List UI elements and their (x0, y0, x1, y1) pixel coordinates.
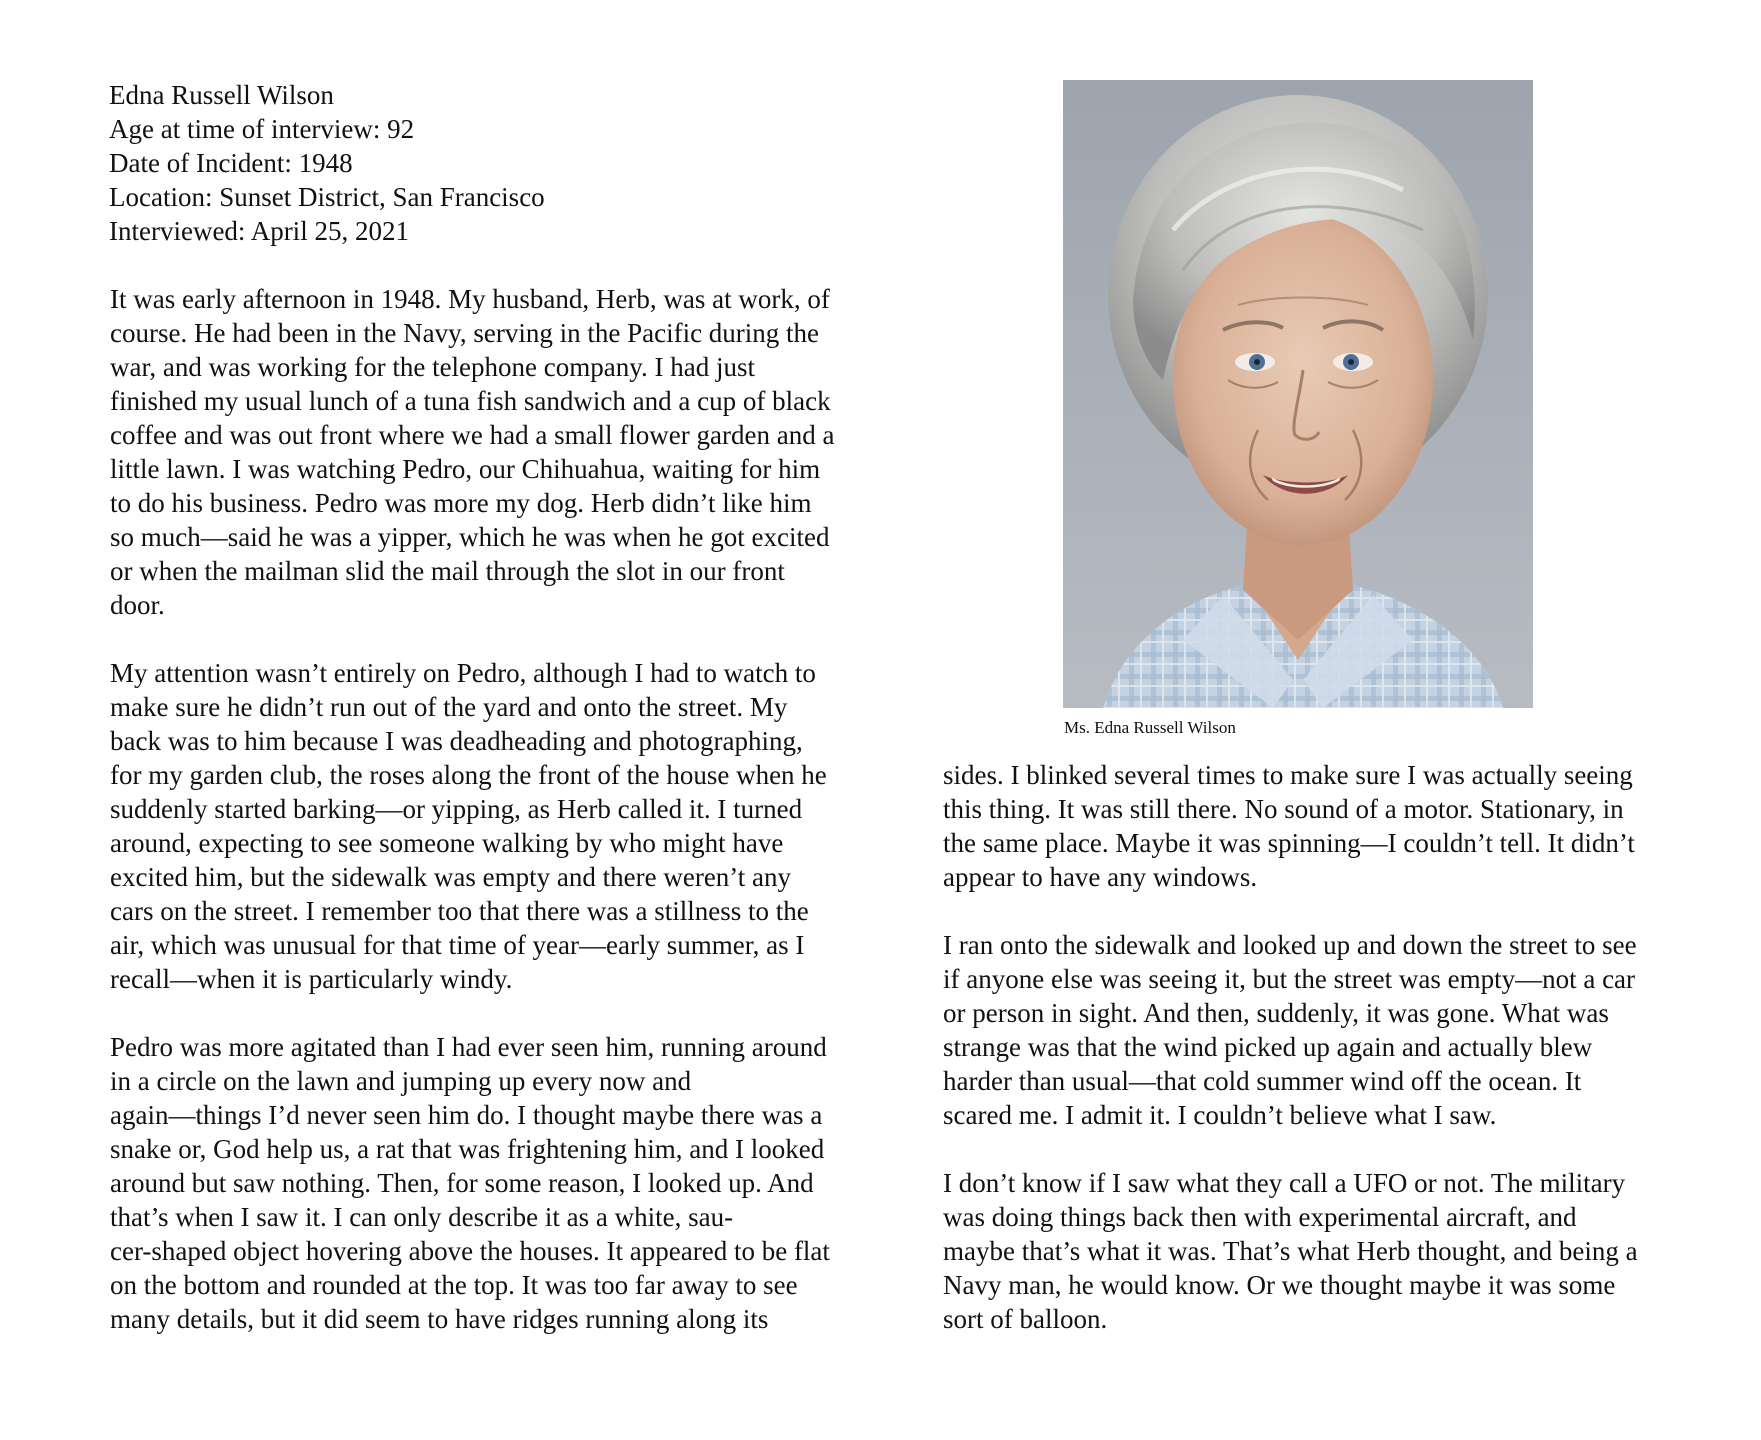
interview-date: Interviewed: April 25, 2021 (109, 216, 409, 246)
text-line: recall—when it is particularly windy. (110, 964, 513, 994)
interview-header (109, 78, 809, 248)
incident-date: Date of Incident: 1948 (109, 148, 353, 178)
text-line: around, expecting to see someone walking by who might have (110, 828, 784, 858)
text-line: cars on the street. I remember too that there was a stillness to the (110, 896, 809, 926)
portrait-photo (1063, 80, 1533, 708)
story-paragraph (943, 758, 1723, 894)
text-line: Pedro was more agitated than I had ever seen him, running around (110, 1032, 827, 1062)
text-line: It was early afternoon in 1948. My husband, Herb, was at work, of (110, 284, 830, 314)
text-line: this thing. It was still there. No sound of a motor. Stationary, in (943, 794, 1624, 824)
text-line: or when the mailman slid the mail through the slot in our front (110, 556, 785, 586)
text-line: snake or, God help us, a rat that was frightening him, and I looked (110, 1134, 825, 1164)
text-line: strange was that the wind picked up again and actually blew (943, 1032, 1593, 1062)
text-line: again—things I’d never seen him do. I thought maybe there was a (110, 1100, 823, 1130)
text-line: war, and was working for the telephone company. I had just (110, 352, 755, 382)
text-line: cer-shaped object hovering above the houses. It appeared to be flat (110, 1236, 830, 1266)
photo-caption: Ms. Edna Russell Wilson (1064, 718, 1236, 737)
story-paragraph (943, 928, 1723, 1132)
text-line: was doing things back then with experimental aircraft, and (943, 1202, 1577, 1232)
text-line: around but saw nothing. Then, for some reason, I looked up. And (110, 1168, 814, 1198)
text-line: sides. I blinked several times to make sure I was actually seeing (943, 760, 1633, 790)
text-line: My attention wasn’t entirely on Pedro, although I had to watch to (110, 658, 816, 688)
text-line: make sure he didn’t run out of the yard and onto the street. My (110, 692, 788, 722)
interviewee-age: Age at time of interview: 92 (109, 114, 415, 144)
text-line: if anyone else was seeing it, but the street was empty—not a car (943, 964, 1636, 994)
story-left-column (110, 282, 910, 1370)
story-paragraph (110, 282, 910, 622)
text-line: back was to him because I was deadheading and photographing, (110, 726, 803, 756)
story-right-column (943, 758, 1723, 1370)
text-line: to do his business. Pedro was more my dog. Herb didn’t like him (110, 488, 812, 518)
text-line: harder than usual—that cold summer wind off the ocean. It (943, 1066, 1582, 1096)
text-line: excited him, but the sidewalk was empty and there weren’t any (110, 862, 792, 892)
text-line: finished my usual lunch of a tuna fish sandwich and a cup of black (110, 386, 831, 416)
incident-location: Location: Sunset District, San Francisco (109, 182, 545, 212)
text-line: course. He had been in the Navy, serving in the Pacific during the (110, 318, 820, 348)
text-line: I don’t know if I saw what they call a UFO or not. The military (943, 1168, 1626, 1198)
text-line: the same place. Maybe it was spinning—I couldn’t tell. It didn’t (943, 828, 1635, 858)
story-paragraph (110, 656, 910, 996)
text-line: many details, but it did seem to have ridges running along its (110, 1304, 769, 1334)
text-line: door. (110, 590, 165, 620)
interviewee-name: Edna Russell Wilson (109, 80, 334, 110)
text-line: little lawn. I was watching Pedro, our Chihuahua, waiting for him (110, 454, 821, 484)
story-paragraph (110, 1030, 910, 1336)
text-line: for my garden club, the roses along the front of the house when he (110, 760, 827, 790)
text-line: air, which was unusual for that time of year—early summer, as I (110, 930, 805, 960)
text-line: so much—said he was a yipper, which he was when he got excited (110, 522, 830, 552)
text-line: or person in sight. And then, suddenly, it was gone. What was (943, 998, 1609, 1028)
text-line: coffee and was out front where we had a small flower garden and a (110, 420, 835, 450)
text-line: on the bottom and rounded at the top. It was too far away to see (110, 1270, 798, 1300)
text-line: Navy man, he would know. Or we thought maybe it was some (943, 1270, 1616, 1300)
text-line: sort of balloon. (943, 1304, 1108, 1334)
text-line: in a circle on the lawn and jumping up every now and (110, 1066, 692, 1096)
text-line: that’s when I saw it. I can only describe it as a white, sau- (110, 1202, 734, 1232)
story-paragraph (943, 1166, 1723, 1336)
text-line: scared me. I admit it. I couldn’t believe what I saw. (943, 1100, 1497, 1130)
text-line: appear to have any windows. (943, 862, 1258, 892)
portrait-illustration (1063, 80, 1533, 708)
text-line: I ran onto the sidewalk and looked up and down the street to see (943, 930, 1637, 960)
text-line: maybe that’s what it was. That’s what Herb thought, and being a (943, 1236, 1638, 1266)
text-line: suddenly started barking—or yipping, as Herb called it. I turned (110, 794, 803, 824)
